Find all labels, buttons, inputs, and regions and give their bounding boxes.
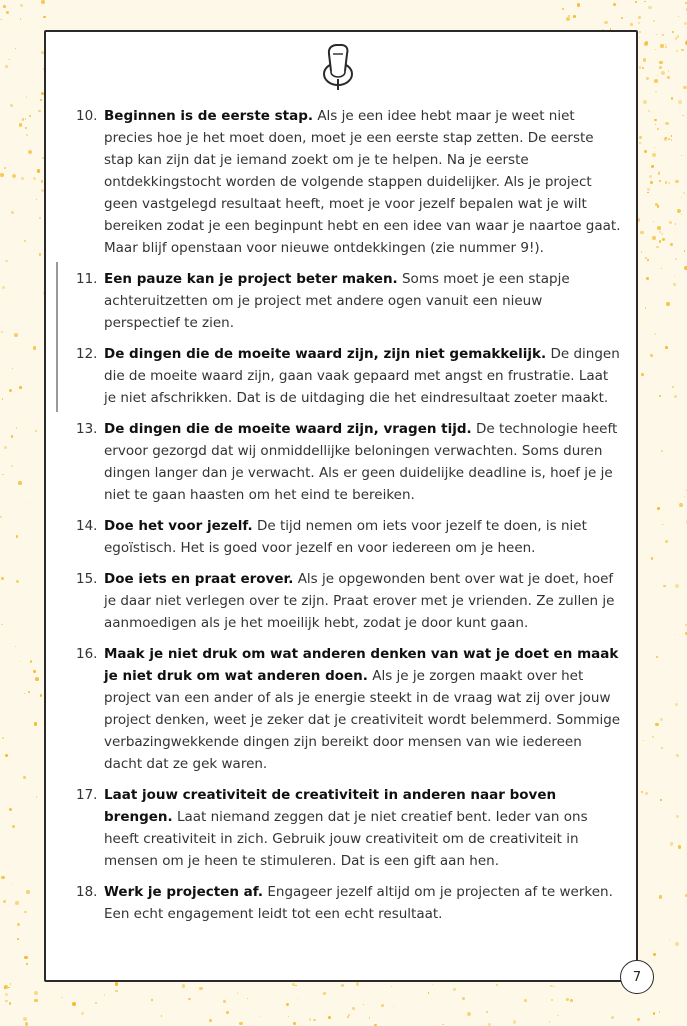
item-number: 12. xyxy=(76,346,98,362)
item-text xyxy=(104,568,621,634)
item-title: De dingen die de moeite waard zijn, zijn niet gemakkelijk. xyxy=(104,346,547,362)
item-body: Laat niemand zeggen dat je niet creatief bent. Ieder van ons heeft creativiteit in zich. Gebruik jouw creativiteit om de creativiteit in mensen om je heen te stimuleren. Dat is een gift aan hen. xyxy=(104,809,588,869)
item-title: Doe het voor jezelf. xyxy=(104,518,253,534)
page-number: 7 xyxy=(620,960,654,994)
item-number: 13. xyxy=(76,421,98,437)
item-body: Als je een idee hebt maar je weet niet precies hoe je het moet doen, moet je een eerste stap zetten. De eerste stap kan zijn dat je iemand zoekt om je te helpen. Na je eerste ontdekkingstocht worden de volgende stappen duidelijker. Als je project geen vastgelegd resultaat heeft, moet je voor jezelf bepalen wat je wilt bereiken zodat je een beginpunt hebt en een idee van waar je naartoe gaat. Maar blijf openstaan voor nieuwe ontdekkingen (zie nummer 9!). xyxy=(104,108,621,256)
item-text xyxy=(104,268,621,334)
item-text xyxy=(104,643,621,775)
item-title: Doe iets en praat erover. xyxy=(104,571,294,587)
list-item xyxy=(76,784,621,872)
list-item xyxy=(76,643,621,775)
list-item xyxy=(76,881,621,925)
item-number: 18. xyxy=(76,884,98,900)
tips-list xyxy=(76,105,621,934)
item-text xyxy=(104,105,621,259)
item-number: 17. xyxy=(76,787,98,803)
list-item xyxy=(76,418,621,506)
item-body: De tijd nemen om iets voor jezelf te doen, is niet egoïstisch. Het is goed voor jezelf en voor iedereen om je heen. xyxy=(104,518,587,556)
item-title: Maak je niet druk om wat anderen denken van wat je doet en maak je niet druk om wat anderen doen. xyxy=(104,646,619,684)
item-text xyxy=(104,784,621,872)
item-text xyxy=(104,418,621,506)
item-number: 15. xyxy=(76,571,98,587)
margin-line xyxy=(56,262,58,412)
list-item xyxy=(76,515,621,559)
item-text xyxy=(104,343,621,409)
list-item xyxy=(76,343,621,409)
item-body: De dingen die de moeite waard zijn, gaan vaak gepaard met angst en frustratie. Laat je niet afschrikken. Dat is de uitdaging die het eindresultaat zoeter maakt. xyxy=(104,346,620,406)
item-title: Een pauze kan je project beter maken. xyxy=(104,271,398,287)
item-number: 11. xyxy=(76,271,98,287)
item-body: Engageer jezelf altijd om je projecten af te werken. Een echt engagement leidt tot een echt resultaat. xyxy=(104,884,613,922)
item-title: Laat jouw creativiteit de creativiteit in anderen naar boven brengen. xyxy=(104,787,557,825)
item-number: 10. xyxy=(76,108,98,124)
pushpin-icon xyxy=(316,40,360,92)
list-item xyxy=(76,568,621,634)
item-text xyxy=(104,881,621,925)
item-title: De dingen die de moeite waard zijn, vragen tijd. xyxy=(104,421,472,437)
item-body: Als je opgewonden bent over wat je doet, hoef je daar niet verlegen over te zijn. Praat erover met je vrienden. Ze zullen je aanmoedigen als je het moeilijk hebt, zodat je door kunt gaan. xyxy=(104,571,615,631)
item-body: Als je je zorgen maakt over het project van een ander of als je energie steekt in de vraag wat zij over jouw project denken, weet je zeker dat je creativiteit wordt belemmerd. Sommige verbazingwekkende dingen zijn bereikt door mensen van wie iedereen dacht dat ze gek waren. xyxy=(104,668,621,772)
list-item xyxy=(76,268,621,334)
item-body: Soms moet je een stapje achteruitzetten om je project met andere ogen vanuit een nieuw perspectief te zien. xyxy=(104,271,570,331)
item-number: 14. xyxy=(76,518,98,534)
item-title: Beginnen is de eerste stap. xyxy=(104,108,314,124)
item-body: De technologie heeft ervoor gezorgd dat wij onmiddellijke beloningen verwachten. Soms duren dingen langer dan je verwacht. Als er geen duidelijke deadline is, hoef je je niet te gaan haasten om het eind te bereiken. xyxy=(104,421,618,503)
item-text xyxy=(104,515,621,559)
item-number: 16. xyxy=(76,646,98,662)
item-title: Werk je projecten af. xyxy=(104,884,264,900)
list-item xyxy=(76,105,621,259)
